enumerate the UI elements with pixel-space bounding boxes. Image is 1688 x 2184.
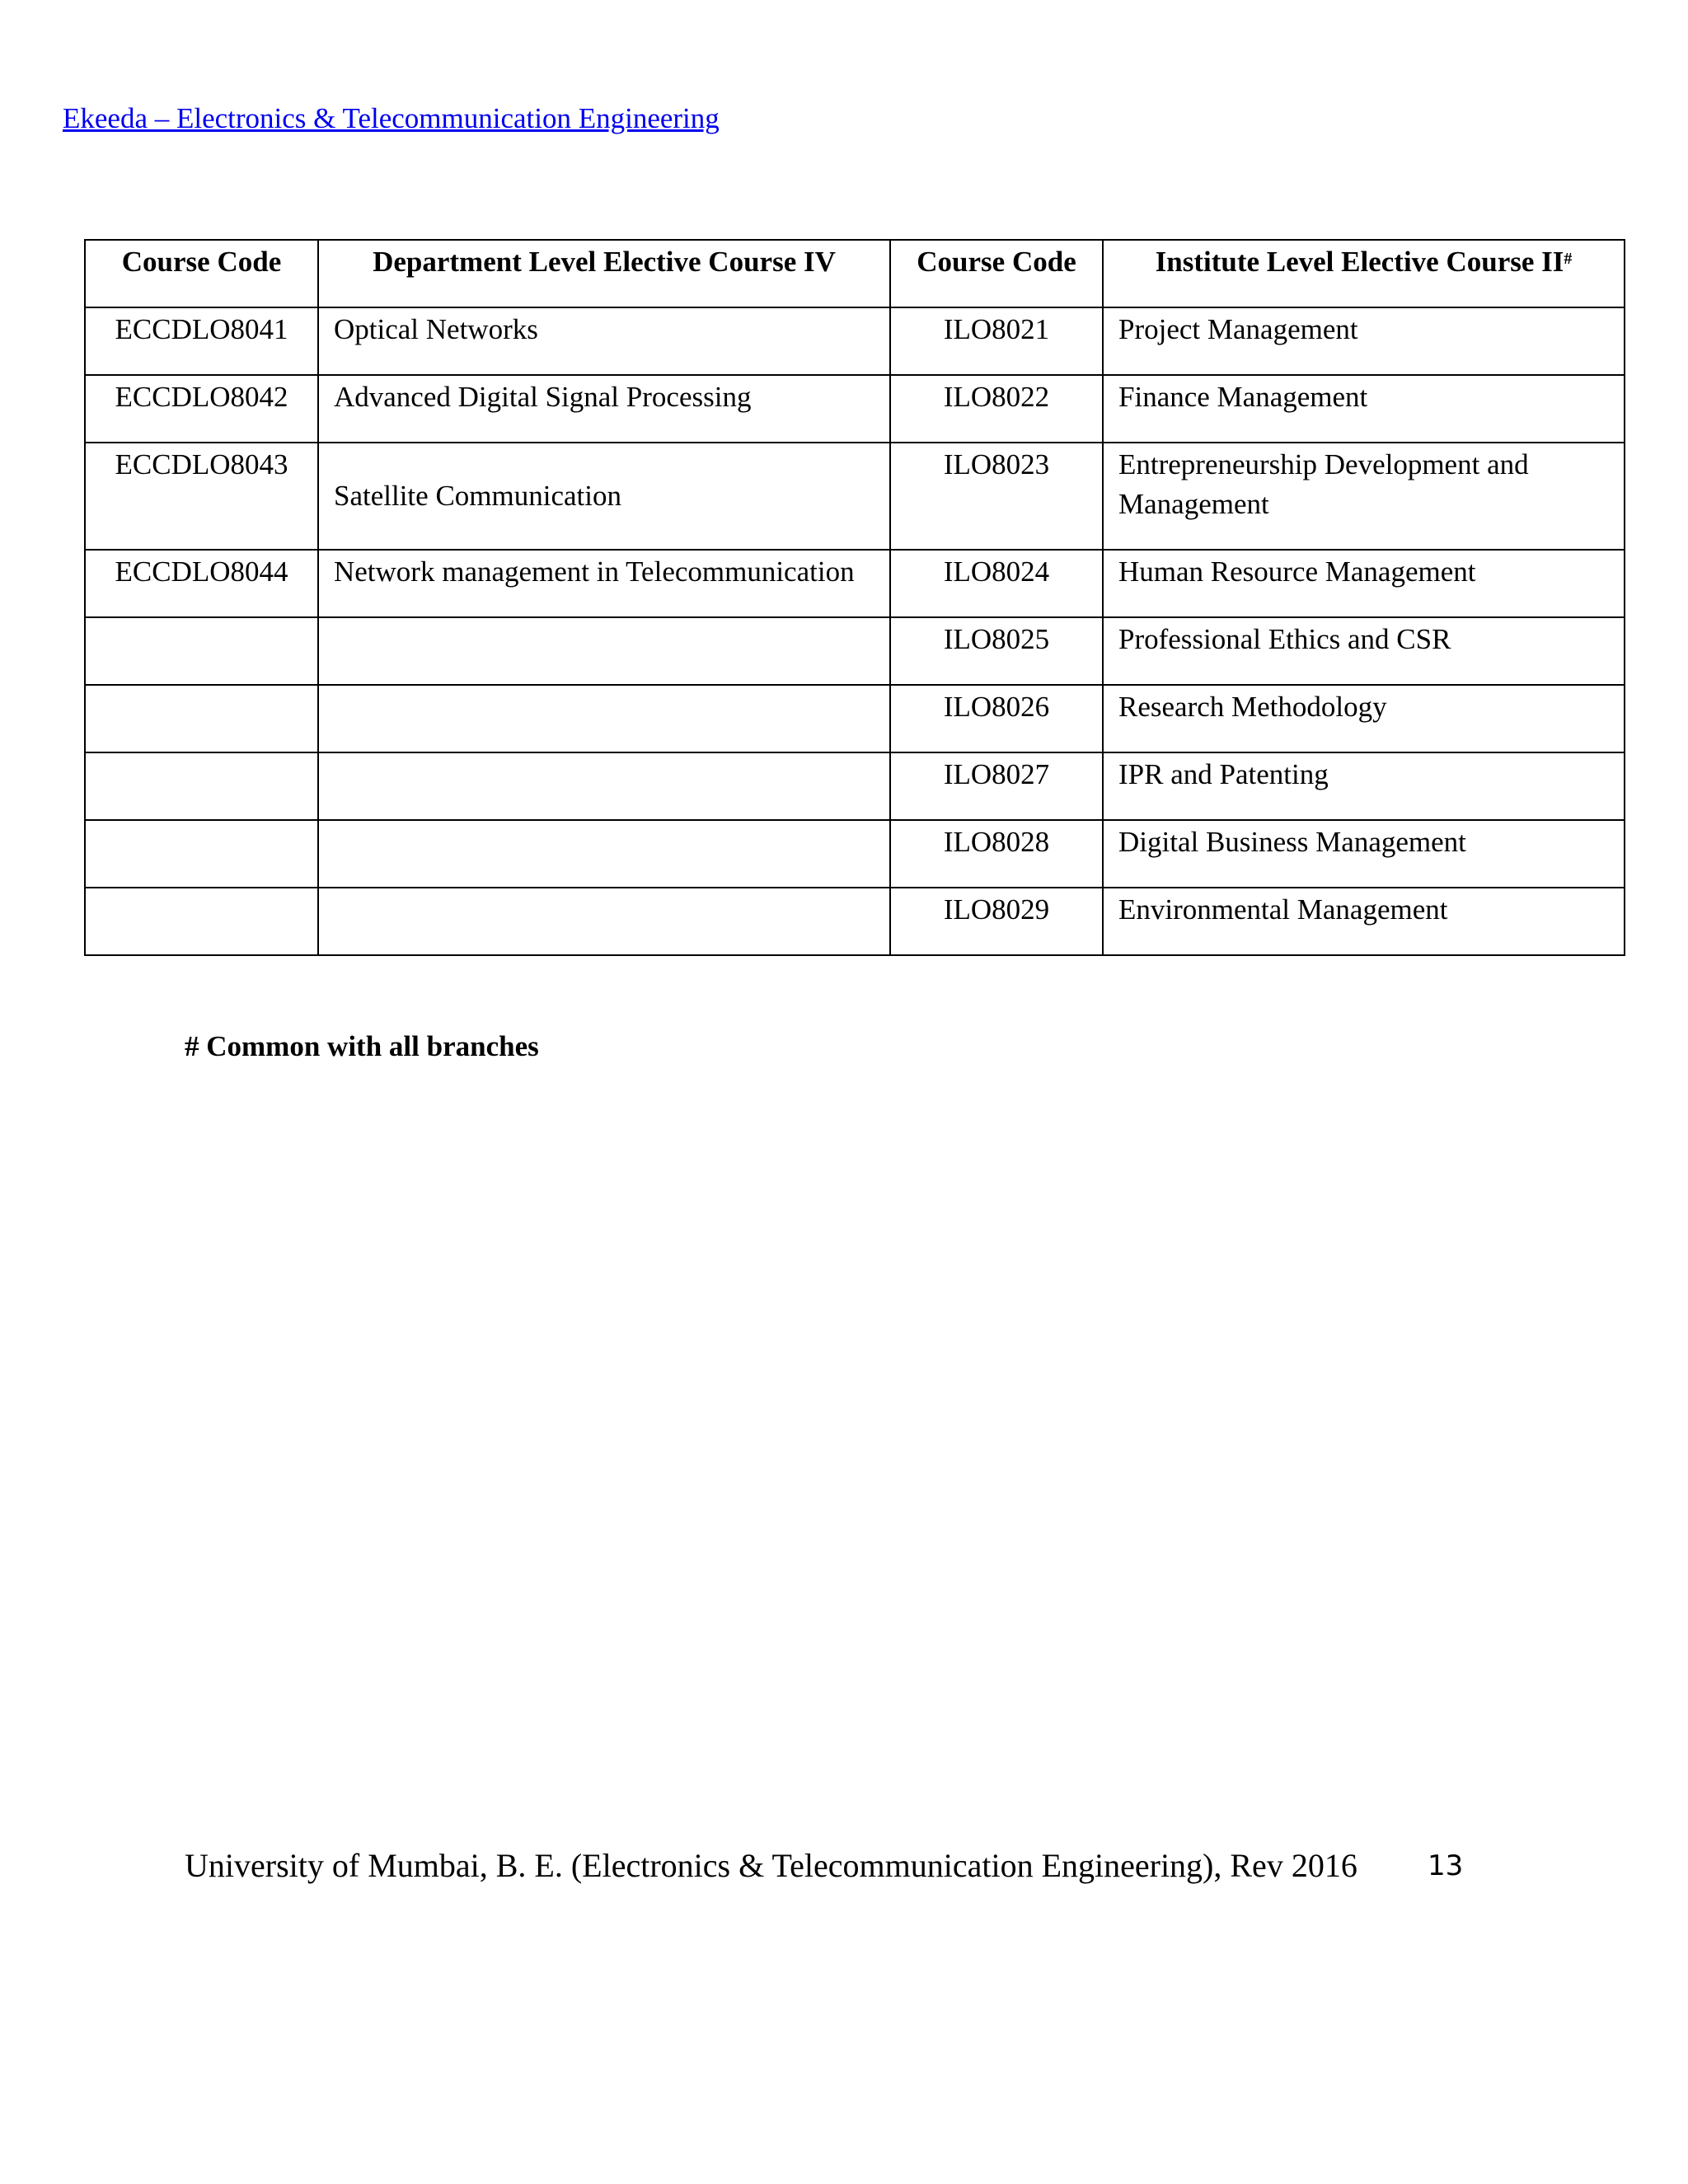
department-course-name	[318, 888, 890, 955]
institute-course-name: IPR and Patenting	[1103, 752, 1625, 820]
department-course-code: ECCDLO8043	[85, 443, 318, 550]
table-row	[85, 550, 1625, 617]
institute-course-name: Environmental Management	[1103, 888, 1625, 955]
department-course-code: ECCDLO8044	[85, 550, 318, 617]
institute-course-name: Project Management	[1103, 307, 1625, 375]
department-course-name	[318, 752, 890, 820]
institute-course-code: ILO8022	[890, 375, 1103, 443]
footnote: # Common with all branches	[185, 1030, 539, 1062]
institute-course-code: ILO8029	[890, 888, 1103, 955]
table-row	[85, 617, 1625, 685]
table-row	[85, 685, 1625, 752]
institute-course-name: Research Methodology	[1103, 685, 1625, 752]
department-course-code	[85, 888, 318, 955]
department-course-code	[85, 617, 318, 685]
institute-course-name: Professional Ethics and CSR	[1103, 617, 1625, 685]
department-course-name	[318, 820, 890, 888]
table-header-row	[85, 240, 1625, 307]
column-header-institute-elective	[1103, 240, 1625, 307]
department-course-code	[85, 752, 318, 820]
institute-course-code: ILO8026	[890, 685, 1103, 752]
department-course-name: Satellite Communication	[318, 443, 890, 550]
department-course-code	[85, 820, 318, 888]
department-course-code: ECCDLO8041	[85, 307, 318, 375]
superscript-hash: #	[1564, 250, 1573, 268]
department-course-name: Optical Networks	[318, 307, 890, 375]
column-header-department-elective: Department Level Elective Course IV	[318, 240, 890, 307]
institute-course-code: ILO8021	[890, 307, 1103, 375]
department-course-name: Network management in Telecommunication	[318, 550, 890, 617]
column-header-institute-elective-label: Institute Level Elective Course II	[1155, 246, 1564, 278]
institute-course-name: Entrepreneurship Development and Management	[1103, 443, 1625, 550]
institute-course-code: ILO8025	[890, 617, 1103, 685]
table-row	[85, 888, 1625, 955]
table-row	[85, 307, 1625, 375]
header-link[interactable]: Ekeeda – Electronics & Telecommunication Engineering	[63, 102, 720, 134]
table-row	[85, 443, 1625, 550]
table-row	[85, 752, 1625, 820]
institute-course-name: Human Resource Management	[1103, 550, 1625, 617]
table-row	[85, 375, 1625, 443]
column-header-course-code: Course Code	[85, 240, 318, 307]
institute-course-code: ILO8023	[890, 443, 1103, 550]
department-course-name: Advanced Digital Signal Processing	[318, 375, 890, 443]
department-course-code: ECCDLO8042	[85, 375, 318, 443]
department-course-name	[318, 617, 890, 685]
elective-courses-table	[84, 239, 1625, 956]
institute-course-name: Digital Business Management	[1103, 820, 1625, 888]
institute-course-code: ILO8024	[890, 550, 1103, 617]
institute-course-name: Finance Management	[1103, 375, 1625, 443]
table-row	[85, 820, 1625, 888]
department-course-name	[318, 685, 890, 752]
institute-course-code: ILO8027	[890, 752, 1103, 820]
page-footer: University of Mumbai, B. E. (Electronics & Telecommunication Engineering), Rev 2016	[185, 1847, 1357, 1884]
institute-course-code: ILO8028	[890, 820, 1103, 888]
page-number: 13	[1428, 1849, 1464, 1882]
department-course-code	[85, 685, 318, 752]
column-header-course-code: Course Code	[890, 240, 1103, 307]
